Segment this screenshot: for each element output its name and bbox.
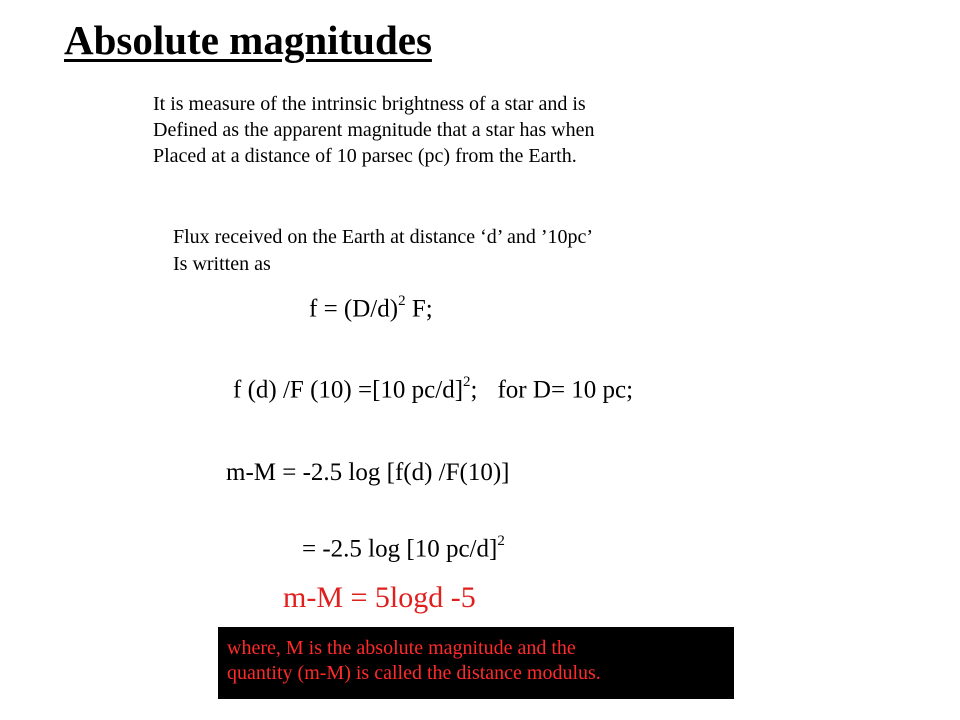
flux-ratio-condition: for D= 10 pc; (497, 376, 634, 404)
flux-ratio-tail: ; (470, 376, 478, 404)
magnitude-log-exponent: 2 (497, 533, 505, 549)
magnitude-log-equation (302, 528, 505, 564)
flux-ratio-exponent: 2 (463, 374, 471, 390)
definition-line-1: It is measure of the intrinsic brightness of a star and is (153, 93, 586, 115)
definition-line-3: Placed at a distance of 10 parsec (pc) from the Earth. (153, 145, 577, 167)
note-line-2: quantity (m-M) is called the distance modulus. (227, 662, 601, 684)
page-title: Absolute magnitudes (64, 17, 432, 63)
magnitude-difference-equation: m-M = -2.5 log [f(d) /F(10)] (226, 459, 510, 486)
magnitude-log-base: = -2.5 log [10 pc/d] (302, 535, 498, 563)
flux-line-1: Flux received on the Earth at distance ‘d’ and ’10pc’ (173, 226, 594, 248)
flux-line-2: Is written as (173, 253, 271, 275)
distance-modulus-note (218, 627, 734, 699)
flux-equation-exponent: 2 (398, 293, 406, 309)
flux-equation (309, 288, 433, 324)
flux-ratio-base: f (d) /F (10) =[10 pc/d] (233, 376, 464, 404)
flux-equation-tail: F; (405, 295, 433, 323)
flux-ratio-equation (233, 369, 633, 405)
note-line-1: where, M is the absolute magnitude and the (227, 637, 576, 659)
definition-line-2: Defined as the apparent magnitude that a star has when (153, 119, 595, 141)
definition-paragraph (153, 91, 595, 169)
distance-modulus-result: m-M = 5logd -5 (283, 581, 476, 614)
flux-equation-base: f = (D/d) (309, 295, 399, 323)
flux-paragraph (173, 224, 593, 278)
